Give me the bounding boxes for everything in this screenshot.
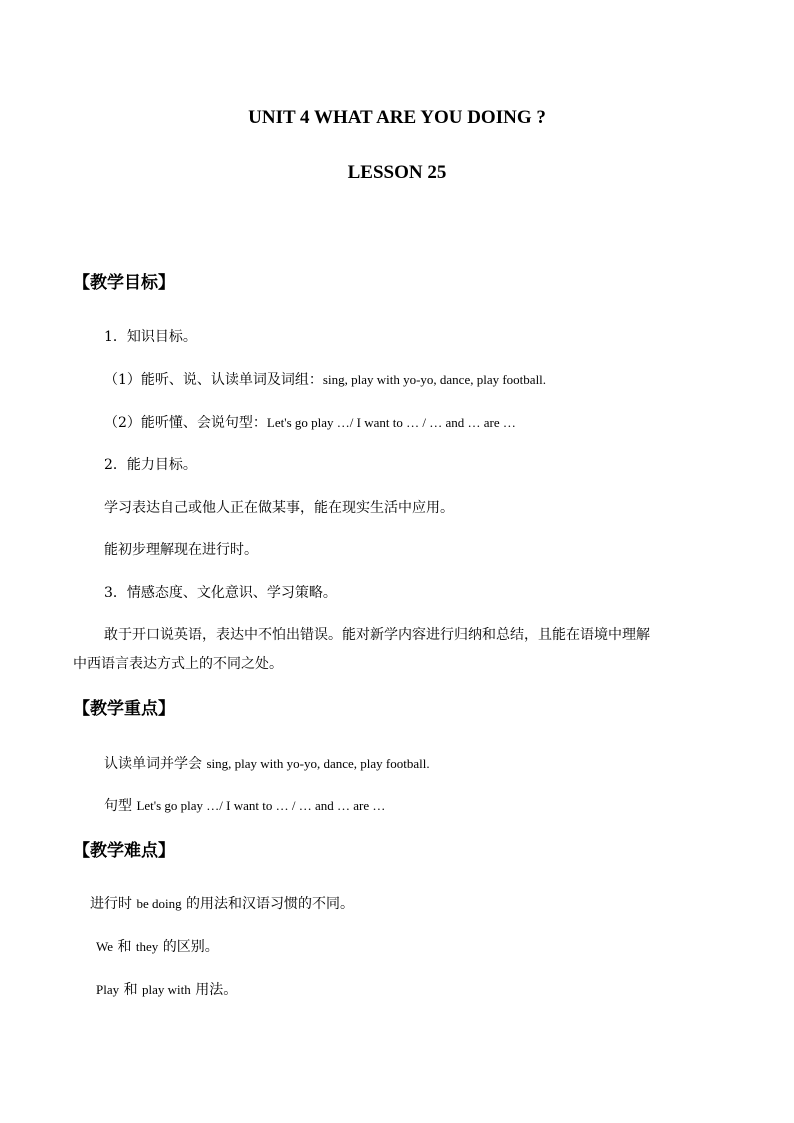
difficulty-usage: 用法。 xyxy=(195,982,238,998)
sub1-zh: （1）能听、说、认读单词及词组： xyxy=(104,372,323,388)
lesson-title: LESSON 25 xyxy=(347,162,447,183)
difficulty-and-2: 和 xyxy=(123,982,138,998)
key-point-sentence xyxy=(104,799,385,813)
difficulty-play xyxy=(96,983,237,997)
difficulty-progressive xyxy=(90,897,354,911)
objective-attitude-line2: 中西语言表达方式上的不同之处。 xyxy=(73,656,283,672)
sub2-en: Let's go play …/ I want to … / … and … are … xyxy=(266,415,516,430)
difficulty-play-with: play with xyxy=(142,982,191,997)
objective-attitude: 3．情感态度、文化意识、学习策略。 xyxy=(104,585,337,601)
difficulty-they: they xyxy=(135,939,159,954)
objective-ability: 2．能力目标。 xyxy=(104,457,197,473)
unit-title: UNIT 4 WHAT ARE YOU DOING ? xyxy=(248,107,546,128)
key-point-words-en: sing, play with yo-yo, dance, play football. xyxy=(206,756,430,771)
objective-attitude-line1: 敢于开口说英语，表达中不怕出错误。能对新学内容进行归纳和总结，且能在语境中理解 xyxy=(104,627,650,643)
key-point-words-zh: 认读单词并学会 xyxy=(104,756,202,772)
difficulty-we: We xyxy=(96,939,113,954)
difficulties-heading: 【教学难点】 xyxy=(73,841,175,861)
key-point-sentence-en: Let's go play …/ I want to … / … and … are … xyxy=(136,798,386,813)
difficulty-we-they xyxy=(96,940,219,954)
key-point-sentence-zh: 句型 xyxy=(104,798,132,814)
sub2-zh: （2）能听懂、会说句型： xyxy=(104,415,267,431)
objective-knowledge-sub2 xyxy=(104,416,516,430)
sub1-en: sing, play with yo-yo, dance, play football. xyxy=(322,372,547,387)
objectives-heading: 【教学目标】 xyxy=(73,273,175,293)
objective-knowledge-sub1 xyxy=(104,373,546,387)
difficulty-progressive-en: be doing xyxy=(136,896,182,911)
difficulty-progressive-a: 进行时 xyxy=(90,896,132,912)
difficulty-progressive-b: 的用法和汉语习惯的不同。 xyxy=(186,896,355,912)
objective-ability-line2: 能初步理解现在进行时。 xyxy=(104,542,258,558)
objective-ability-line1: 学习表达自己或他人正在做某事，能在现实生活中应用。 xyxy=(104,500,454,516)
difficulty-play-en: Play xyxy=(96,982,120,997)
difficulty-and-1: 和 xyxy=(117,939,132,955)
key-point-words xyxy=(104,757,430,771)
difficulty-diff: 的区别。 xyxy=(162,939,219,955)
key-points-heading: 【教学重点】 xyxy=(73,699,175,719)
objective-knowledge: 1．知识目标。 xyxy=(104,329,197,345)
